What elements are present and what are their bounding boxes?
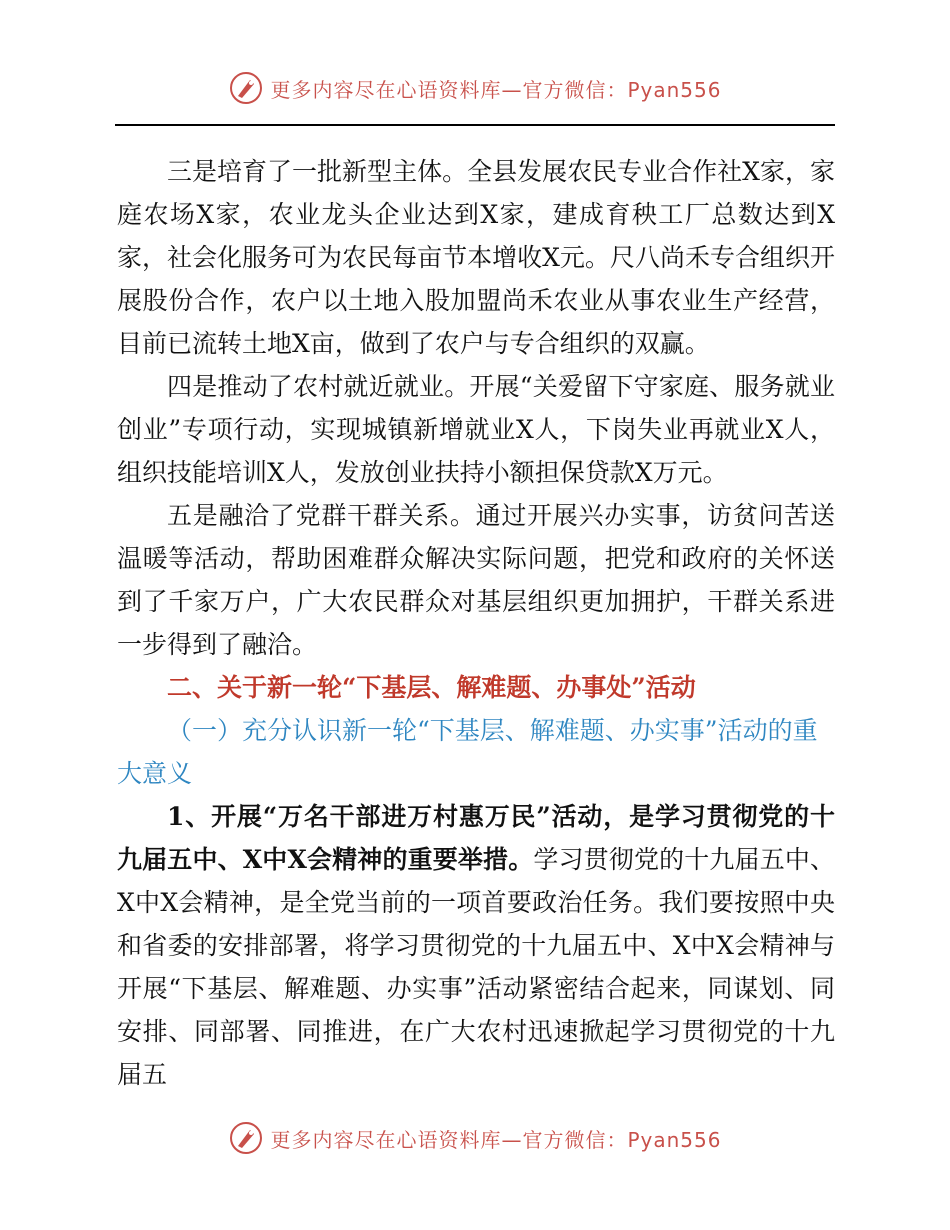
- footer-banner-text: 更多内容尽在心语资料库—官方微信：Pyan556: [270, 1127, 722, 1152]
- page-header: [0, 70, 950, 106]
- paragraph-party-relations: 五是融洽了党群干群关系。通过开展兴办实事，访贫问苦送温暖等活动，帮助困难群众解决实际问题，把党和政府的关怀送到了千家万户，广大农民群众对基层组织更加拥护，干群关系进一步得到了融洽。: [117, 501, 835, 659]
- paragraph-new-entities: 三是培育了一批新型主体。全县发展农民专业合作社X家，家庭农场X家，农业龙头企业达到X家，建成育秧工厂总数达到X家，社会化服务可为农民每亩节本增收X元。尺八尚禾专合组织开展股份合作，农户以土地入股加盟尚禾农业从事农业生产经营，目前已流转土地X亩，做到了农户与专合组织的双赢。: [117, 157, 835, 358]
- header-banner-text: 更多内容尽在心语资料库—官方微信：Pyan556: [270, 77, 722, 102]
- document-body: [117, 150, 835, 1096]
- pen-nib-logo-icon: [228, 1120, 264, 1156]
- page-footer: [0, 1120, 950, 1156]
- point-1-body: 学习贯彻党的十九届五中、X中X会精神，是全党当前的一项首要政治任务。我们要按照中央和省委的安排部署，将学习贯彻党的十九届五中、X中X会精神与开展“下基层、解难题、办实事”活动紧密结合起来，同谋划、同安排、同部署、同推进，在广大农村迅速掀起学习贯彻党的十九届五: [117, 845, 835, 1089]
- section-heading-2: 二、关于新一轮“下基层、解难题、办事处”活动: [167, 673, 696, 702]
- pen-nib-logo-icon: [228, 70, 264, 106]
- paragraph-point-1: [117, 795, 835, 1096]
- point-1-lead: 1、开展“万名干部进万村惠万民”活动，是学习贯彻党的十九届五中、X中X会精神的重要举措。: [117, 802, 835, 874]
- header-divider: [115, 124, 835, 126]
- paragraph-employment: 四是推动了农村就近就业。开展“关爱留下守家庭、服务就业创业”专项行动，实现城镇新增就业X人，下岗失业再就业X人，组织技能培训X人，发放创业扶持小额担保贷款X万元。: [117, 372, 835, 487]
- subsection-heading-1: （一）充分认识新一轮“下基层、解难题、办实事”活动的重大意义: [117, 716, 818, 788]
